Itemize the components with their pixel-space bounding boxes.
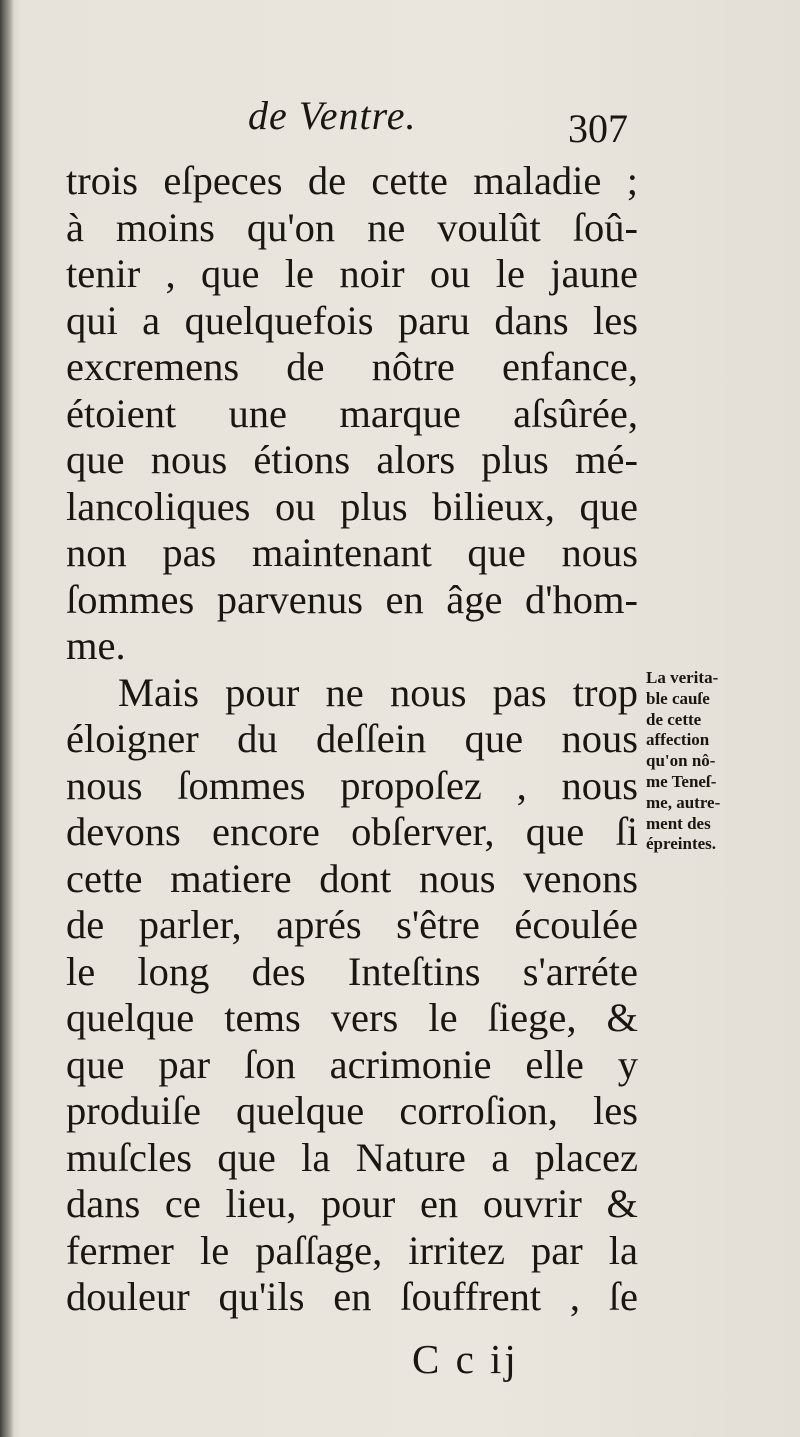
text-line: à moins qu'on ne voulût ſoû- xyxy=(66,204,638,250)
text-line: cette matiere dont nous venons xyxy=(66,855,638,901)
marginal-note-line: me Teneſ- xyxy=(646,771,717,791)
text-line: que nous étions alors plus mé- xyxy=(66,437,638,482)
marginal-note-line: de cette xyxy=(646,709,702,729)
text-line-paragraph-end: me. xyxy=(66,623,126,668)
marginal-note-line: affection xyxy=(646,730,710,750)
text-line: nous ſommes propoſez , nous xyxy=(66,762,638,808)
text-line: produiſe quelque corroſion, les xyxy=(66,1088,638,1133)
text-line: non pas maintenant que nous xyxy=(66,530,638,575)
text-line: fermer le paſſage, irritez par la xyxy=(66,1227,638,1273)
marginal-note-line: ble cauſe xyxy=(646,688,710,708)
text-line: le long des Inteſtins s'arréte xyxy=(66,948,638,994)
text-line: lancoliques ou plus bilieux, que xyxy=(66,483,638,529)
text-line-paragraph-start: Mais pour ne nous pas trop xyxy=(118,669,638,715)
text-line: trois eſpeces de cette maladie ; xyxy=(66,158,638,203)
page-gutter-edge xyxy=(0,0,14,1437)
text-line: qui a quelquefois paru dans les xyxy=(66,297,638,343)
marginal-note-line: qu'on nô- xyxy=(646,751,716,771)
marginal-note-line: La verita- xyxy=(646,668,719,687)
text-line: éloigner du deſſein que nous xyxy=(66,716,638,761)
marginal-note xyxy=(646,668,796,855)
text-line: dans ce lieu, pour en ouvrir & xyxy=(66,1181,638,1226)
running-head: de Ventre. xyxy=(248,93,417,138)
text-line: excremens de nôtre enfance, xyxy=(66,344,638,389)
page-number: 307 xyxy=(568,106,628,151)
text-line: de parler, aprés s'être écoulée xyxy=(66,902,638,947)
marginal-note-line: ment des xyxy=(646,813,711,833)
text-line: douleur qu'ils en ſouffrent , ſe xyxy=(66,1274,638,1319)
marginal-note-line: épreintes. xyxy=(646,834,717,854)
text-line: muſcles que la Nature a placez xyxy=(66,1134,638,1180)
text-line: que par ſon acrimonie elle y xyxy=(66,1041,638,1087)
text-line: quelque tems vers le ſiege, & xyxy=(66,995,638,1040)
body-text xyxy=(66,158,638,1321)
text-line: ſommes parvenus en âge d'hom- xyxy=(66,576,638,622)
text-line: devons encore obſerver, que ſi xyxy=(66,809,638,854)
text-line: étoient une marque aſsûrée, xyxy=(66,390,638,436)
signature-mark: C c ij xyxy=(412,1336,519,1382)
text-line: tenir , que le noir ou le jaune xyxy=(66,251,638,296)
marginal-note-line: me, autre- xyxy=(646,792,721,812)
